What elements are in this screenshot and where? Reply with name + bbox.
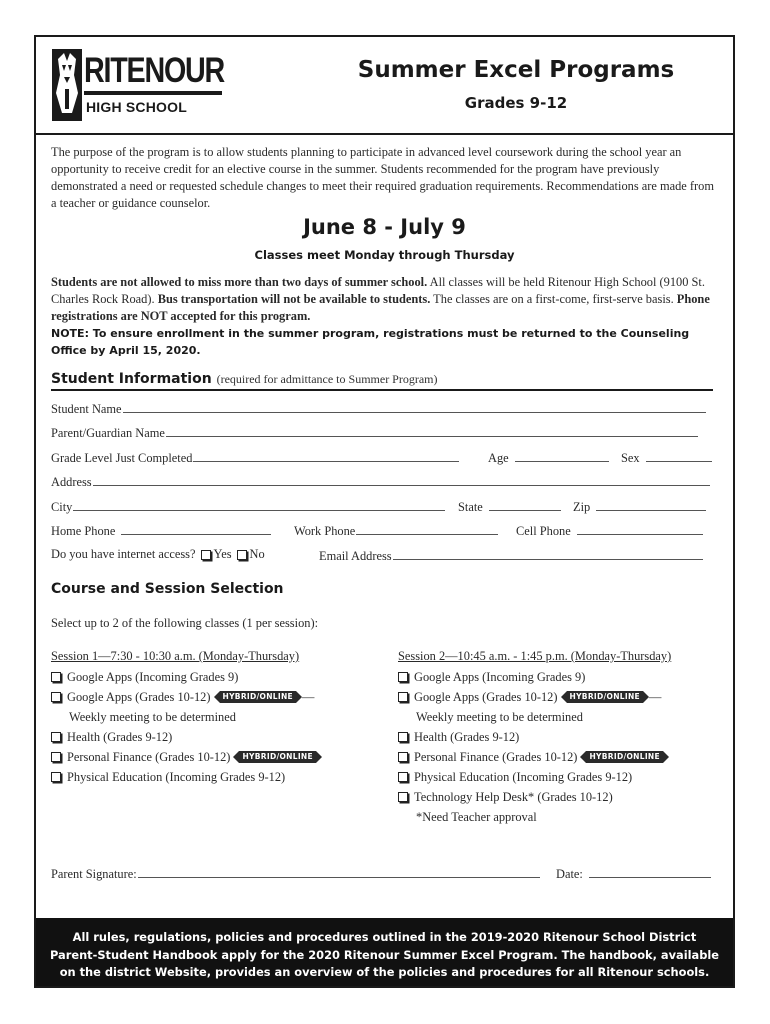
enrollment-note: NOTE: To ensure enrollment in the summer program, registrations must be returned to the Counseling Office by April 15, 2020. [51, 327, 690, 357]
no-label: No [249, 547, 265, 561]
email-label: Email Address [319, 549, 392, 563]
course-label: Technology Help Desk* (Grades 10-12) [414, 790, 613, 804]
badge-text: HYBRID/ONLINE [239, 751, 315, 763]
cell-phone-label: Cell Phone [516, 524, 571, 538]
form-title: Summer Excel Programs [357, 57, 675, 83]
course-label: Physical Education (Incoming Grades 9-12) [414, 770, 633, 784]
student-info-note: (required for admittance to Summer Program) [216, 372, 438, 386]
logo-wordmark: RITENOUR [84, 51, 225, 90]
session-2-column [398, 649, 671, 827]
grade-level-field[interactable] [193, 449, 459, 462]
course-note: *Need Teacher approval [416, 810, 537, 824]
email-field[interactable] [393, 547, 703, 560]
course-option[interactable] [398, 747, 671, 767]
zip-field[interactable] [596, 498, 706, 511]
parent-name-field[interactable] [166, 424, 698, 437]
parent-signature-field[interactable] [138, 865, 540, 878]
cell-phone-field[interactable] [577, 522, 703, 535]
state-field[interactable] [489, 498, 561, 511]
hybrid-online-badge [561, 691, 649, 703]
logo-subtitle: HIGH SCHOOL [86, 99, 187, 115]
policy-footer [36, 918, 733, 986]
internet-question-label: Do you have internet access? [51, 547, 196, 561]
course-note: Weekly meeting to be determined [69, 710, 236, 724]
form-header [36, 37, 733, 135]
yes-label: Yes [213, 547, 232, 561]
course-checkbox[interactable] [51, 772, 61, 782]
footer-line: All rules, regulations, policies and procedures outlined in the 2019-2020 Ritenour School District [72, 930, 697, 944]
course-checkbox[interactable] [51, 752, 61, 762]
course-checkbox[interactable] [398, 772, 408, 782]
course-option[interactable] [51, 687, 322, 707]
footer-line: on the district Website, provides an overview of the policies and procedures for all Ritenour schools. [59, 965, 710, 979]
course-checkbox[interactable] [398, 732, 408, 742]
hybrid-online-badge [233, 751, 321, 763]
hybrid-online-badge [214, 691, 302, 703]
course-option[interactable] [51, 747, 322, 767]
rule-phone: Phone registrations are NOT accepted for this program. [51, 292, 710, 323]
course-label: Google Apps (Incoming Grades 9) [67, 670, 239, 684]
course-label: Google Apps (Grades 10-12) [414, 690, 558, 704]
zip-label: Zip [573, 500, 591, 514]
city-label: City [51, 500, 73, 514]
home-phone-label: Home Phone [51, 524, 116, 538]
attendance-rules [51, 274, 721, 359]
rule-transport: Bus transportation will not be available to students. [157, 292, 431, 306]
student-name-label: Student Name [51, 402, 122, 416]
course-label: Google Apps (Incoming Grades 9) [414, 670, 586, 684]
grade-row [51, 449, 713, 469]
session-1-title: Session 1—7:30 - 10:30 a.m. (Monday-Thursday) [51, 649, 300, 663]
course-label: Physical Education (Incoming Grades 9-12) [67, 770, 286, 784]
session-2-title: Session 2—10:45 a.m. - 1:45 p.m. (Monday-Thursday) [398, 649, 672, 663]
rule-location: All classes will be held Ritenour High School (9100 St. Charles Rock Road). [51, 275, 705, 306]
course-label: Personal Finance (Grades 10-12) [67, 750, 231, 764]
address-row [51, 473, 713, 493]
course-checkbox[interactable] [398, 692, 408, 702]
course-checkbox[interactable] [398, 672, 408, 682]
rule-first-come: The classes are on a first-come, first-serve basis. [430, 292, 677, 306]
course-checkbox[interactable] [51, 732, 61, 742]
course-option[interactable] [51, 667, 322, 687]
course-suffix: — [301, 690, 315, 704]
city-row [51, 498, 713, 518]
course-label: Health (Grades 9-12) [67, 730, 173, 744]
course-label: Google Apps (Grades 10-12) [67, 690, 211, 704]
address-field[interactable] [93, 473, 710, 486]
work-phone-field[interactable] [356, 522, 498, 535]
age-field[interactable] [515, 449, 609, 462]
course-checkbox[interactable] [51, 692, 61, 702]
course-option[interactable] [398, 667, 671, 687]
student-info-heading [51, 371, 438, 387]
date-field[interactable] [589, 865, 711, 878]
age-label: Age [488, 451, 509, 465]
husky-mascot-icon [52, 49, 82, 121]
student-info-title: Student Information [51, 371, 212, 387]
hybrid-online-badge [580, 751, 668, 763]
internet-row [51, 547, 713, 567]
course-checkbox[interactable] [398, 792, 408, 802]
form-subtitle: Grades 9-12 [464, 94, 568, 112]
course-selection-heading: Course and Session Selection [51, 581, 284, 597]
city-field[interactable] [73, 498, 445, 511]
course-instruction: Select up to 2 of the following classes (1 per session): [51, 616, 319, 630]
course-label: Personal Finance (Grades 10-12) [414, 750, 578, 764]
footer-line: Parent-Student Handbook apply for the 2020 Ritenour Summer Excel Program. The handbook, available [50, 947, 719, 962]
student-name-field[interactable] [123, 400, 706, 413]
address-label: Address [51, 475, 92, 489]
sex-field[interactable] [646, 449, 712, 462]
course-option[interactable] [51, 727, 322, 747]
badge-text: HYBRID/ONLINE [586, 751, 662, 763]
course-option[interactable] [51, 767, 322, 787]
student-name-row [51, 400, 713, 420]
course-option[interactable] [398, 787, 671, 807]
course-suffix: — [648, 690, 662, 704]
session-1-column [51, 649, 322, 787]
school-logo [52, 49, 232, 123]
state-label: State [458, 500, 483, 514]
form-page [34, 35, 735, 988]
parent-name-row [51, 424, 713, 444]
program-description: The purpose of the program is to allow students planning to participate in advanced level coursework during the school year an opportunity to receive credit for an elective course in the summer. Students recommended for the program have previously demonstrated a need or requested schedule changes to meet their required graduation requirements. Recommendations are made from a teacher or guidance counselor. [51, 145, 714, 210]
sex-label: Sex [621, 451, 640, 465]
home-phone-field[interactable] [121, 522, 271, 535]
section-divider [51, 389, 713, 391]
course-note: Weekly meeting to be determined [416, 710, 583, 724]
course-option[interactable] [398, 687, 671, 707]
course-checkbox[interactable] [398, 752, 408, 762]
work-phone-label: Work Phone [294, 524, 356, 538]
parent-signature-label: Parent Signature: [51, 867, 137, 881]
course-option[interactable] [398, 727, 671, 747]
internet-no-checkbox[interactable] [237, 550, 247, 560]
course-option[interactable] [398, 767, 671, 787]
signature-row [51, 865, 713, 885]
meeting-days: Classes meet Monday through Thursday [254, 248, 515, 262]
badge-text: HYBRID/ONLINE [220, 691, 296, 703]
course-label: Health (Grades 9-12) [414, 730, 520, 744]
program-dates: June 8 - July 9 [303, 215, 466, 239]
course-checkbox[interactable] [51, 672, 61, 682]
phone-row [51, 522, 713, 542]
logo-divider [84, 91, 222, 95]
grade-level-label: Grade Level Just Completed [51, 451, 193, 465]
parent-name-label: Parent/Guardian Name [51, 426, 165, 440]
rule-absence: Students are not allowed to miss more than two days of summer school. [51, 275, 428, 289]
badge-text: HYBRID/ONLINE [567, 691, 643, 703]
date-label: Date: [556, 867, 583, 881]
internet-yes-checkbox[interactable] [201, 550, 211, 560]
